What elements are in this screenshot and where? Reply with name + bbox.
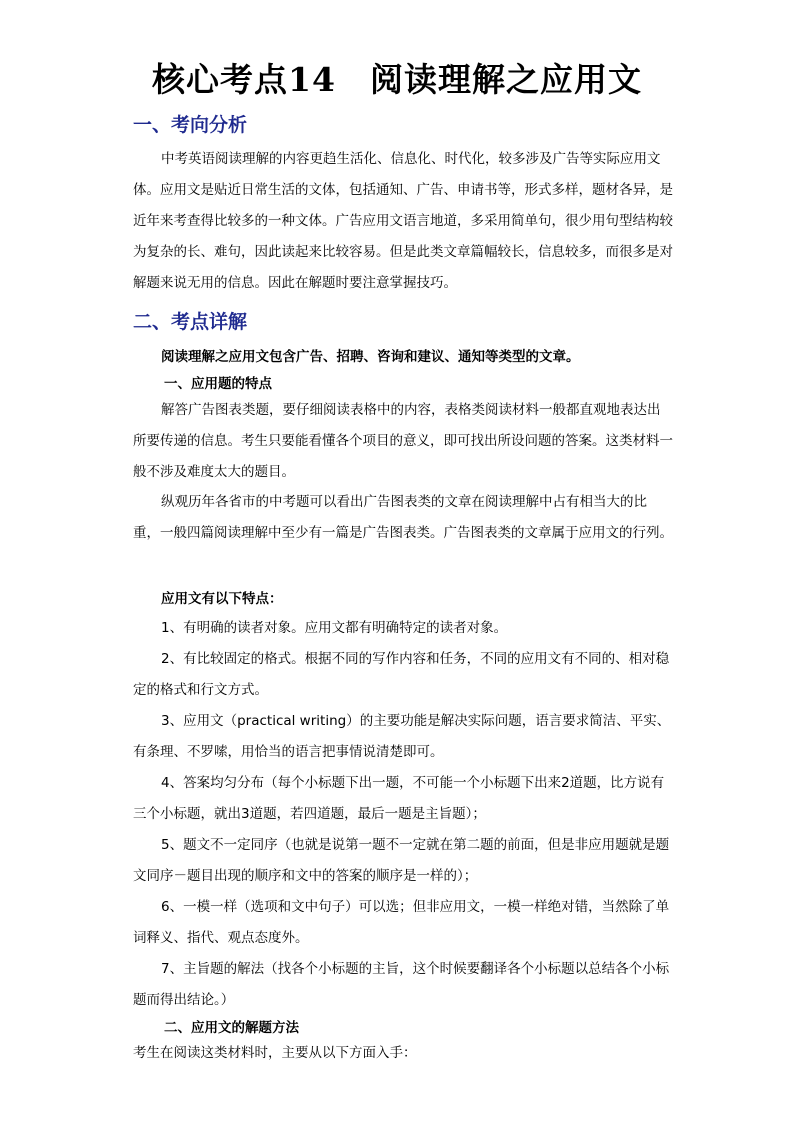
feature-item-4: 4、答案均匀分布（每个小标题下出一题，不可能一个小标题下出来2道题，比方说有三个小标题，就出3道题，若四道题，最后一题是主旨题）； bbox=[133, 775, 665, 822]
document-title: 核心考点14 阅读理解之应用文 bbox=[152, 60, 642, 99]
feature-item-7: 7、主旨题的解法（找各个小标题的主旨，这个时候要翻译各个小标题以总结各个小标题而得出结论。） bbox=[133, 961, 670, 1008]
features-paragraph-1: 解答广告图表类题，要仔细阅读表格中的内容，表格类阅读材料一般都直观地表达出所要传递的信息。考生只要能看懂各个项目的意义，即可找出所设问题的答案。这类材料一般不涉及难度太大的题目。 bbox=[133, 402, 673, 480]
feature-item-2: 2、有比较固定的格式。根据不同的写作内容和任务，不同的应用文有不同的、相对稳定的格式和行文方式。 bbox=[133, 651, 670, 698]
feature-item-1: 1、有明确的读者对象。应用文都有明确特定的读者对象。 bbox=[161, 620, 508, 636]
subheading-solving-methods: 二、应用文的解题方法 bbox=[164, 1020, 299, 1036]
analysis-paragraph: 中考英语阅读理解的内容更趋生活化、信息化、时代化，较多涉及广告等实际应用文体。应用文是贴近日常生活的文体，包括通知、广告、申请书等，形式多样，题材各异，是近年来考查得比较多的一种文体。广告应用文语言地道，多采用简单句，很少用句型结构较为复杂的长、难句，因此读起来比较容易。但是此类文章篇幅较长，信息较多，而很多是对解题来说无用的信息。因此在解题时要注意掌握技巧。 bbox=[133, 151, 673, 291]
section-heading-details: 二、考点详解 bbox=[133, 311, 248, 333]
section-heading-analysis: 一、考向分析 bbox=[133, 114, 248, 136]
subheading-features-of-applied-text: 一、应用题的特点 bbox=[164, 376, 272, 392]
feature-item-3: 3、应用文（practical writing）的主要功能是解决实际问题，语言要求简洁、平实、有条理、不罗嗦，用恰当的语言把事情说清楚即可。 bbox=[133, 713, 671, 760]
solving-methods-paragraph: 考生在阅读这类材料时，主要从以下方面入手： bbox=[133, 1045, 417, 1061]
details-intro: 阅读理解之应用文包含广告、招聘、咨询和建议、通知等类型的文章。 bbox=[161, 349, 580, 365]
features-paragraph-2: 纵观历年各省市的中考题可以看出广告图表类的文章在阅读理解中占有相当大的比重，一般四篇阅读理解中至少有一篇是广告图表类。广告图表类的文章属于应用文的行列。 bbox=[133, 494, 673, 541]
feature-item-5: 5、题文不一定同序（也就是说第一题不一定就在第二题的前面，但是非应用题就是题文同序－题目出现的顺序和文中的答案的顺序是一样的）； bbox=[133, 837, 670, 884]
features-list-heading: 应用文有以下特点： bbox=[161, 591, 283, 607]
feature-item-6: 6、一模一样（选项和文中句子）可以选；但非应用文，一模一样绝对错，当然除了单词释义、指代、观点态度外。 bbox=[133, 899, 670, 946]
